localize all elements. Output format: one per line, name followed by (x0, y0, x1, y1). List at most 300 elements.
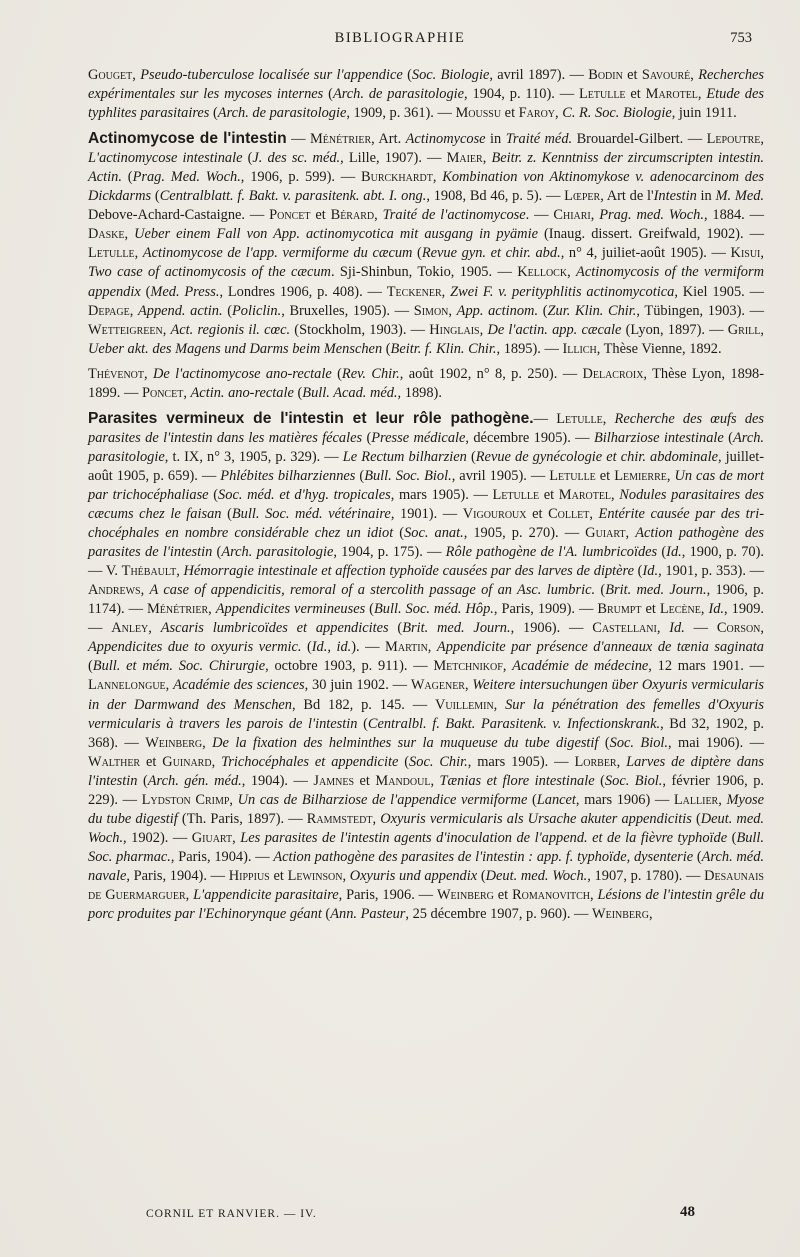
citation-text: , (502, 658, 513, 675)
citation-title: Ascaris lumbricoïdes et appendicites (160, 620, 389, 637)
citation-title: Soc. Biologie (411, 67, 490, 83)
citation-text: , 1904). — (241, 772, 314, 789)
citation-text: , 1909. — (88, 601, 764, 637)
citation-text: (Inaug. dissert. Greifwald, 1902). — (537, 226, 764, 243)
author-name: Letulle (578, 86, 626, 103)
author-name: Lannelongue (88, 677, 166, 694)
author-name: Teckener (386, 283, 442, 300)
citation-text: ( (466, 448, 476, 465)
citation-text: , (140, 582, 150, 599)
author-name: Burckhardt (361, 169, 433, 186)
citation-text: , (185, 886, 194, 903)
bibliography-paragraph (88, 409, 764, 924)
citation-text: , 1907, p. 1780). — (587, 867, 705, 884)
citation-text: Debove-Achard-Castaigne. — (88, 207, 270, 224)
citation-title: Bull. Soc. pharmac. (88, 829, 765, 865)
section-heading: Actinomycose de l'intestin (88, 130, 287, 148)
citation-text: , (589, 506, 599, 523)
citation-title: L'appendicite parasitaire (193, 886, 339, 903)
citation-title: Recherche des œufs des parasites de l'intestin dans les matières fécales (88, 410, 765, 446)
citation-title: Bull. Acad. méd. (302, 384, 398, 401)
citation-text: , 1895). — (496, 340, 563, 357)
citation-text: , 12 mars 1901. — (648, 658, 764, 675)
citation-text: ( (527, 791, 537, 808)
citation-text: , Kiel 1905. — (674, 283, 764, 300)
author-name: Castellani (592, 620, 657, 637)
author-name: Bérard (330, 207, 375, 224)
citation-text: et (526, 506, 549, 523)
citation-text: , 1900, p. 70). — V. (88, 544, 765, 580)
author-name: Lecène (659, 601, 701, 618)
citation-text: ( (398, 753, 410, 770)
author-name: Anley (111, 620, 149, 637)
citation-title: De l'actin. app. cæcale (487, 321, 622, 338)
citation-text: ( (362, 429, 372, 446)
citation-text: , février 1906, p. 229). — (88, 772, 765, 808)
citation-text: — (286, 131, 310, 148)
citation-title: Prag. med. Woch. (599, 207, 704, 224)
author-name: Metchnikof (433, 658, 503, 675)
citation-title: Recherches expérimentales sur les mycoses internes (88, 67, 765, 103)
citation-title: Beitr. f. Klin. Chir. (390, 340, 497, 357)
citation-title: Bull. Soc. Biol. (364, 467, 452, 484)
author-name: Lœper (564, 188, 601, 205)
citation-text: , (427, 639, 437, 656)
citation-text: , Paris, 1909). — (493, 601, 598, 618)
citation-title: Actinomycosis of the vermiform appendix (88, 264, 764, 300)
citation-text: , (602, 410, 615, 427)
citation-text: , (432, 169, 443, 186)
citation-title: Append. actin. (137, 302, 223, 319)
citation-title: Bull. Soc. méd. Hôp. (373, 601, 494, 618)
citation-text: , (148, 620, 161, 637)
author-name: Ménétrier (147, 601, 209, 618)
citation-text: et (310, 207, 331, 224)
citation-text: ( (477, 867, 486, 884)
citation-text: , (555, 105, 563, 122)
author-name: Ménétrier (310, 131, 372, 148)
citation-title: Action pathogène des parasites de l'intestin : app. f. typhoïde, dysenterie (273, 848, 694, 865)
citation-text: (Lyon, 1897). — (621, 321, 728, 338)
citation-text: , (162, 321, 171, 338)
citation-title: Brit. med. Journ. (605, 582, 707, 599)
citation-text: ( (365, 601, 374, 618)
citation-text: ( (412, 245, 422, 262)
citation-text: ( (355, 467, 365, 484)
citation-title: Soc. méd. et d'hyg. tropicales (218, 486, 391, 503)
citation-title: Bilharziose intestinale (593, 429, 724, 446)
section-heading: Parasites vermineux de l'intestin et leur rôle pathogène. (88, 409, 534, 427)
citation-text: , (760, 245, 764, 262)
citation-text: , (342, 867, 350, 884)
citation-text: , 1901). — (390, 506, 463, 523)
citation-text: ). — (351, 639, 386, 656)
citation-text: , (590, 886, 598, 903)
citation-text: , Thèse Vienne, 1892. (596, 340, 722, 357)
citation-text: ( (140, 283, 151, 300)
citation-text: , (229, 791, 238, 808)
author-name: Romanovitch (512, 886, 590, 903)
citation-title: Traité de l'actinomycose (382, 207, 526, 224)
author-name: Letulle (492, 486, 540, 503)
citation-title: A case of appendicitis, remoral of a stercolith passage of an Asc. lumbric. (149, 582, 596, 599)
author-name: Letulle (549, 467, 596, 484)
citation-title: Un cas de mort par trichocéphaliase (88, 467, 764, 503)
citation-text: et (595, 467, 615, 484)
author-name: Corson (716, 620, 761, 637)
author-name: Illich (562, 340, 597, 357)
citation-title: Soc. Chir. (409, 753, 468, 770)
citation-text: ( (121, 169, 133, 186)
author-name: Delacroix (582, 365, 644, 382)
author-name: Vuillemin (434, 696, 494, 713)
citation-text: et (354, 772, 376, 789)
citation-text: , 1898). (397, 384, 442, 401)
page-footer (0, 1204, 800, 1228)
citation-title: Id., id. (311, 639, 352, 656)
citation-text: , (430, 772, 440, 789)
author-name: Marotel (645, 86, 698, 103)
author-name: Lallier (673, 791, 719, 808)
citation-text: , (616, 753, 627, 770)
author-name: Brumpt (597, 601, 642, 618)
citation-text: , 1901, p. 353). — (658, 563, 765, 580)
citation-text: , (625, 525, 636, 542)
citation-text: ( (323, 86, 333, 103)
citation-text: in (485, 131, 506, 148)
citation-text: ( (723, 429, 733, 446)
citation-text: , Art de l' (600, 188, 654, 205)
citation-text: , (464, 677, 473, 694)
citation-text: et (641, 601, 660, 618)
citation-title: Centralblatt. f. Bakt. v. parasitenk. abt. I. ong. (159, 188, 427, 205)
citation-title: Sur la pénétration des femelles d'Oxyuris vermicularis à travers les parois de l'intestin (88, 696, 764, 732)
citation-title: Ueber akt. des Magens und Darms beim Menschen (88, 340, 383, 357)
citation-title: Rev. Chir. (341, 365, 400, 382)
citation-text: — (684, 620, 717, 637)
citation-text: ( (208, 486, 219, 503)
citation-text: (Th. Paris, 1897). — (177, 810, 307, 827)
author-name: Simon (413, 302, 449, 319)
citation-title: Etude des typhlites parasitaires (88, 86, 764, 122)
citation-text: , (211, 753, 222, 770)
citation-title: Académie des sciences (173, 677, 305, 694)
citation-text: , (132, 67, 141, 83)
citation-text: ( (594, 772, 605, 789)
citation-title: Académie de médecine (512, 658, 649, 675)
citation-text: , Paris, 1904). — (126, 867, 229, 884)
citation-text: , 25 décembre 1907, p. 960). — (405, 906, 593, 923)
running-title: BIBLIOGRAPHIE (334, 30, 466, 46)
citation-text: ( (88, 658, 93, 675)
citation-title: Zwei F. v. perityphlitis actinomycotica (450, 283, 675, 300)
author-name: Moussu (455, 105, 502, 122)
citation-title: Id. (642, 563, 659, 580)
citation-text: , Londres 1906, p. 408). — (219, 283, 387, 300)
citation-text: , (165, 677, 174, 694)
citation-text: , juillet-août 1905, p. 659). — (88, 448, 765, 484)
citation-text: ( (137, 772, 148, 789)
author-name: Depage (88, 302, 130, 319)
author-name: Daske (88, 226, 125, 243)
citation-text: et (622, 67, 642, 83)
citation-title: Zur. Klin. Chir. (547, 302, 637, 319)
bibliography-paragraph (88, 365, 764, 403)
citation-text: , (374, 207, 383, 224)
citation-text: , mars 1905). — (390, 486, 493, 503)
author-name: Weinberg (436, 886, 494, 903)
citation-text: ( (331, 365, 342, 382)
author-name: Kellock (517, 264, 568, 281)
author-name: Lewinson (287, 867, 343, 884)
citation-text: ( (357, 715, 368, 732)
citation-text: , (697, 86, 707, 103)
citation-text: ( (402, 67, 412, 83)
citation-title: Myose du tube digestif (88, 791, 765, 827)
citation-text: , Thèse Lyon, 1898-1899. — (88, 365, 765, 401)
page-number: 753 (730, 30, 752, 46)
author-name: Kisui (730, 245, 761, 262)
citation-text: , juin 1911. (671, 105, 737, 122)
citation-text: ( (301, 639, 312, 656)
citation-text: Brouardel-Gilbert. — (572, 131, 707, 148)
author-name: Weinberg (145, 734, 203, 751)
citation-title: De l'actinomycose ano-rectale (153, 365, 332, 382)
citation-title: Action pathogène des parasites de l'intestin (88, 525, 765, 561)
author-name: Jamnes (313, 772, 355, 789)
citation-title: Arch. parasitologie (221, 544, 334, 561)
signature-mark: CORNIL ET RANVIER. — IV. (146, 1208, 317, 1220)
author-name: Lorber (574, 753, 617, 770)
citation-text: , mars 1905). — (467, 753, 575, 770)
citation-text: , (129, 302, 138, 319)
citation-text: , (144, 365, 153, 382)
citation-text: , (208, 601, 216, 618)
citation-title: L'actinomycose intestinale (88, 150, 243, 167)
citation-text: , décembre 1905). — (465, 429, 594, 446)
citation-text: . — (525, 207, 554, 224)
citation-text: , août 1902, n° 8, p. 250). — (399, 365, 583, 382)
citation-text: , t. IX, n° 3, 1905, p. 329). — (164, 448, 343, 465)
author-name: Letulle (556, 410, 603, 427)
citation-text: ( (727, 829, 737, 846)
citation-title: Arch. de parasitologie (332, 86, 465, 103)
citation-text: et (493, 886, 513, 903)
citation-title: Soc. Biol. (604, 772, 663, 789)
citation-title: Beitr. z. Kenntniss der zircumscripten intestin. Actin. (88, 150, 764, 186)
citation-text: , 1906, p. 1174). — (88, 582, 765, 618)
citation-title: Traité méd. (505, 131, 573, 148)
citation-text: , (718, 791, 727, 808)
citation-title: Soc. anat. (404, 525, 464, 542)
citation-text: , (760, 131, 765, 148)
author-name: Lydston Crimp (141, 791, 230, 808)
citation-text: ( (691, 810, 701, 827)
citation-title: M. Med. (715, 188, 765, 205)
citation-text: , 1908, Bd 46, p. 5). — (426, 188, 565, 205)
citation-text: ( (212, 544, 222, 561)
citation-text: — (533, 410, 557, 427)
citation-text: ( (293, 384, 303, 401)
citation-title: Id. (669, 620, 685, 637)
citation-title: Tænias et flore intestinale (439, 772, 595, 789)
citation-title: Arch. de parasitologie (217, 105, 347, 122)
citation-text: et (140, 753, 163, 770)
citation-title: J. des sc. méd. (252, 150, 341, 167)
citation-text: ( (209, 105, 218, 122)
citation-text: , 1906, p. 599). — (240, 169, 361, 186)
author-name: Thébault (121, 563, 177, 580)
citation-title: Pseudo-tuberculose localisée sur l'appendice (140, 67, 403, 83)
citation-text: ( (657, 544, 667, 561)
author-name: Grill (727, 321, 761, 338)
citation-title: App. actinom. (456, 302, 539, 319)
citation-title: Centralbl. f. Bakt. Parasitenk. v. Infectionskrank. (367, 715, 661, 732)
citation-text: , 1904, p. 175). — (333, 544, 446, 561)
citation-text: , 30 juin 1902. — (304, 677, 411, 694)
citation-text: ( (222, 302, 233, 319)
citation-text: , (760, 620, 764, 637)
citation-title: Lancet (536, 791, 576, 808)
citation-title: Med. Press. (150, 283, 220, 300)
citation-text: , (611, 486, 620, 503)
citation-text: , mars 1906) — (575, 791, 674, 808)
citation-text: , 1884. — (703, 207, 765, 224)
citation-text: , avril 1905). — (451, 467, 550, 484)
author-name: Bodin (588, 67, 623, 83)
citation-text: ( (221, 506, 232, 523)
citation-text: , Lille, 1907). — (340, 150, 447, 167)
citation-title: Larves de diptère dans l'intestin (88, 753, 764, 789)
citation-text: , Bd 32, 1902, p. 368). — (88, 715, 765, 751)
citation-text: , Bd 182, p. 145. — (292, 696, 435, 713)
citation-text: ( (595, 582, 606, 599)
citation-text: , (134, 245, 143, 262)
citation-title: Nodules parasitaires des cæcums chez le faisan (88, 486, 765, 523)
citation-title: Prag. Med. Woch. (132, 169, 241, 186)
author-name: Poncet (269, 207, 311, 224)
citation-title: Hémorragie intestinale et affection typhoïde causées par des larves de diptère (183, 563, 634, 580)
citation-text: , 1902). — (123, 829, 192, 846)
author-name: Giuart (191, 829, 233, 846)
citation-text: ( (393, 525, 405, 542)
citation-text: , (176, 563, 184, 580)
citation-title: Appendicites due to oxyuris vermic. (88, 639, 302, 656)
citation-text: , Art. (371, 131, 406, 148)
citation-title: Ueber einem Fall von App. actinomycotica mit ausgang in pyämie (134, 226, 538, 243)
author-name: Poncet (141, 384, 184, 401)
citation-text: , (648, 906, 653, 923)
author-name: Hippius (228, 867, 270, 884)
citation-text: , mai 1906). — (668, 734, 764, 751)
citation-title: De la fixation des helminthes sur la muqueuse du tube digestif (212, 734, 599, 751)
citation-text: , (441, 283, 451, 300)
citation-title: Id. (666, 544, 682, 561)
citation-title: Policlin. (232, 302, 282, 319)
citation-title: Id. (708, 601, 725, 618)
citation-text: , 1905, p. 270). — (463, 525, 586, 542)
citation-title: Le Rectum bilharzien (342, 448, 467, 465)
citation-text: , (372, 810, 381, 827)
author-name: Wetteigreen (88, 321, 163, 338)
citation-title: Kombination von Aktinomykose v. adenocarcinom des Dickdarms (88, 169, 764, 205)
citation-text: , (479, 321, 488, 338)
sheet-number: 48 (680, 1204, 695, 1220)
citation-text: ( (382, 340, 391, 357)
citation-title: C. R. Soc. Biologie (562, 105, 672, 122)
author-name: Faroy (518, 105, 556, 122)
citation-title: Soc. Biol. (609, 734, 669, 751)
citation-title: Bull. Soc. méd. vétérinaire (231, 506, 391, 523)
citation-title: Bull. et mém. Soc. Chirurgie (92, 658, 266, 675)
citation-title: Oxyuris vermicularis als Ursache akuter appendicitis (380, 810, 692, 827)
citation-text: , (690, 67, 699, 83)
citation-title: Appendicite par présence d'anneaux de tænia saginata (436, 639, 764, 656)
citation-text: et (539, 486, 559, 503)
citation-text: , n° 4, juiliet-août 1905). — (560, 245, 731, 262)
author-name: Walther (88, 753, 141, 770)
citation-title: Brit. med. Journ. (402, 620, 511, 637)
citation-text: ( (693, 848, 702, 865)
citation-text: ( (151, 188, 160, 205)
citation-text: ( (321, 906, 331, 923)
citation-title: Deut. med. Woch. (485, 867, 588, 884)
author-name: Thévenot (88, 365, 145, 382)
citation-text: ( (242, 150, 253, 167)
citation-title: Revue gyn. et chir. abd. (421, 245, 561, 262)
citation-title: Trichocéphales et appendicite (221, 753, 399, 770)
citation-text: , (760, 321, 764, 338)
citation-text: ( (598, 734, 610, 751)
citation-title: Phlébites bilharziennes (220, 467, 356, 484)
running-head (0, 30, 800, 52)
citation-text: , (656, 620, 670, 637)
citation-text: , (232, 829, 241, 846)
author-name: Weinberg (592, 906, 649, 923)
citation-text: , octobre 1903, p. 911). — (265, 658, 434, 675)
citation-title: Act. regionis il. cœc. (170, 321, 291, 338)
citation-title: Weitere intersuchungen über Oxyuris vermicularis in der Darmwand des Menschen (88, 677, 764, 713)
citation-text: in (696, 188, 716, 205)
citation-title: Revue de gynécologie et chir. abdominale (475, 448, 718, 465)
author-name: Andrews (88, 582, 141, 599)
citation-title: Rôle pathogène de l'A. lumbricoïdes (445, 544, 658, 561)
citation-text: . Sji-Shinbun, Tokio, 1905. — (330, 264, 518, 281)
citation-title: Appendicites vermineuses (215, 601, 366, 618)
author-name: Guinard (162, 753, 212, 770)
author-name: Wagener (410, 677, 465, 694)
author-name: Savouré (641, 67, 691, 83)
author-name: Maier (446, 150, 483, 167)
citation-text: , Paris, 1906. — (338, 886, 437, 903)
author-name: Marotel (558, 486, 612, 503)
citation-text: , (124, 226, 135, 243)
citation-title: Un cas de Bilharziose de l'appendice vermiforme (237, 791, 528, 808)
citation-title: Lésions de l'intestin grêle du porc produites par l'Echinorynque géant (88, 886, 765, 923)
citation-text: , Tübingen, 1903). — (636, 302, 765, 319)
citation-text: , (493, 696, 506, 713)
citation-title: Actinomycose de l'app. vermiforme du cæcum (142, 245, 413, 262)
citation-title: Arch. gén. méd. (147, 772, 242, 789)
citation-title: Arch. méd. navale (88, 848, 764, 884)
citation-text: , (590, 207, 600, 224)
citation-title: Actinomycose (405, 131, 486, 148)
citation-text: , Bruxelles, 1905). — (281, 302, 414, 319)
author-name: Lepoutre (706, 131, 761, 148)
author-name: Guiart (585, 525, 626, 542)
citation-title: Ann. Pasteur (330, 906, 406, 923)
citation-title: Entérite causée par des trichocéphales en nombre considérable chez un idiot (88, 506, 765, 542)
